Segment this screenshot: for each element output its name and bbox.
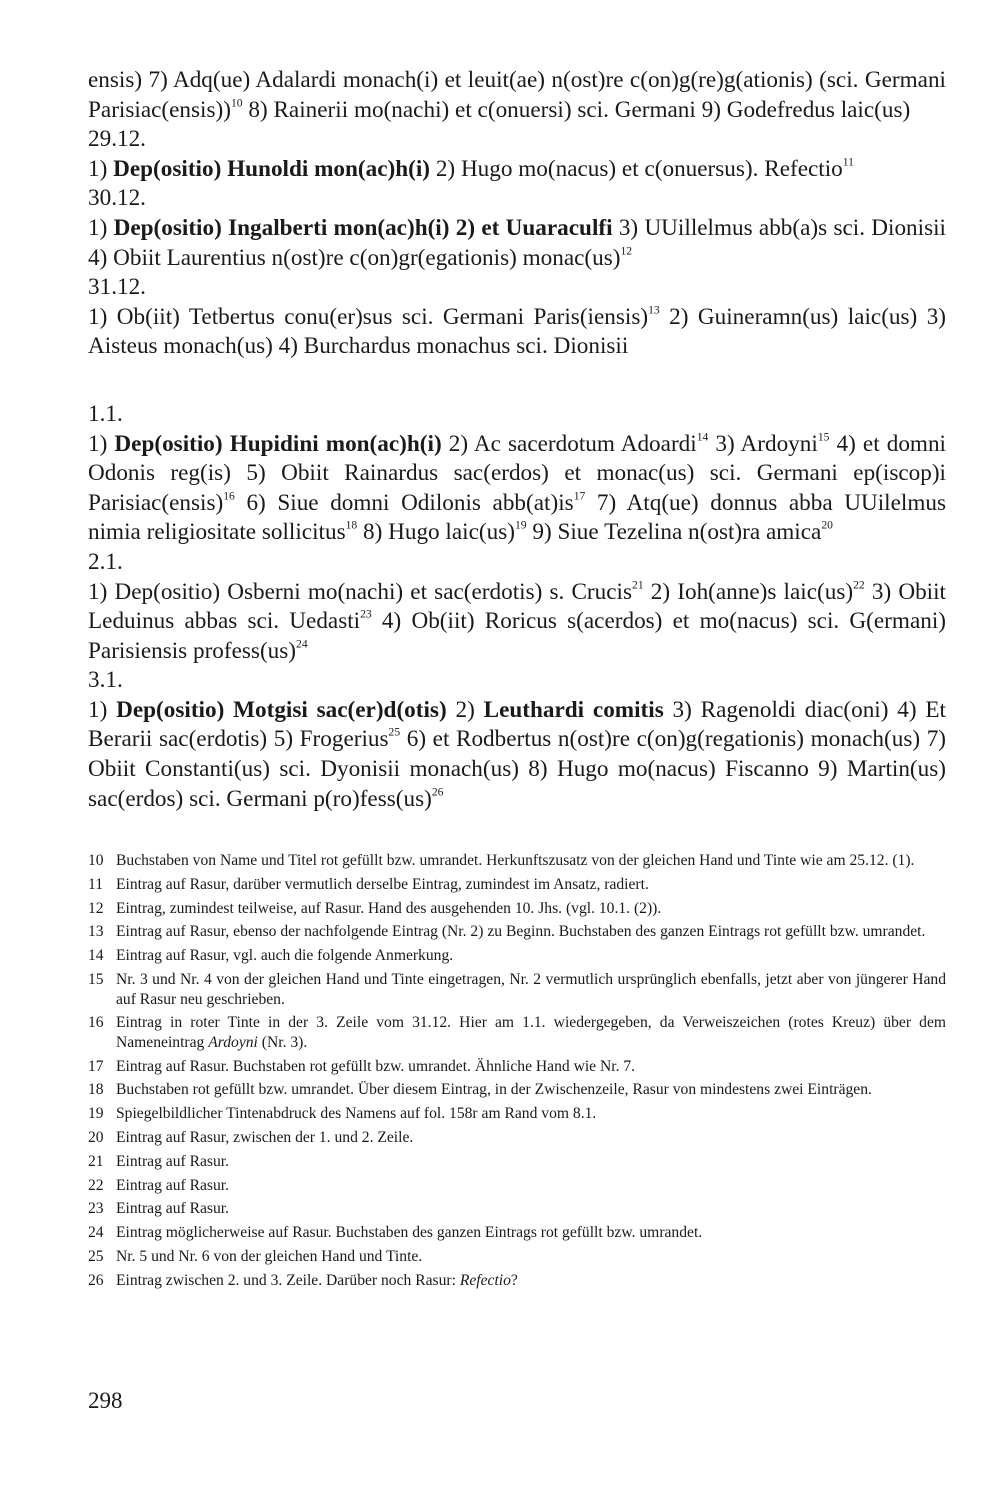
footnote — [88, 1176, 946, 1196]
footnote-text — [116, 1104, 946, 1124]
footnote-text — [116, 1199, 946, 1219]
footnote-text — [116, 946, 946, 966]
footnote-text — [116, 1057, 946, 1077]
text-segment: ensis) 7) Adq(ue) Adalardi monach(i) et leuit(ae) n(ost)re c(on)g(re)g(ationis) (sci. Germani Parisiac(ensis)) — [88, 67, 946, 123]
date-heading — [88, 184, 946, 214]
footnote-text — [116, 1128, 946, 1148]
footnote — [88, 1271, 946, 1291]
footnote — [88, 1057, 946, 1077]
text-segment: 31.12. — [88, 274, 146, 301]
footnote — [88, 1128, 946, 1148]
footnote — [88, 1104, 946, 1124]
text-segment: Nr. 5 und Nr. 6 von der gleichen Hand und Tinte. — [116, 1247, 423, 1265]
text-segment: 8) Hugo laic(us) — [357, 519, 515, 546]
footnote-ref: 18 — [345, 518, 358, 532]
footnote-number: 10 — [88, 852, 104, 869]
footnote-ref: 12 — [620, 244, 633, 258]
footnote-number: 19 — [88, 1105, 104, 1123]
footnote — [88, 875, 946, 895]
text-segment: 6) et Rodbertus n(ost)re c(on)g(regationis) monach(us) 7) Obiit Constanti(us) sci. Dyonisii monach(us) 8) Hugo mo(nacus) Fiscanno 9) Martin(us) sac(erdos) sci. Germani p(ro)fess(us) — [88, 726, 947, 812]
footnote-number: 24 — [88, 1224, 104, 1242]
footnote-ref: 21 — [632, 578, 644, 592]
date-heading — [88, 400, 946, 430]
text-segment: 3) Obiit Leduinus abbas sci. Uedasti — [88, 578, 946, 635]
footnote-ref: 17 — [573, 489, 586, 503]
text-segment: 30.12. — [88, 185, 146, 212]
footnote-ref: 15 — [817, 430, 830, 444]
footnote-number: 11 — [88, 875, 104, 893]
footnote-text — [116, 1271, 946, 1291]
text-segment: Spiegelbildlicher Tintenabdruck des Namens auf fol. 158r am Rand vom 8.1. — [116, 1105, 597, 1123]
text-segment: 3.1. — [88, 667, 123, 694]
text-segment: 2) Hugo mo(nacus) et c(onuersus). Refectio — [430, 155, 843, 182]
text-segment: Buchstaben von Name und Titel rot gefüllt bzw. umrandet. Herkunftszusatz von der gleichen Hand und Tinte wie am 25.12. (1). — [116, 852, 915, 869]
text-segment: 1) — [88, 155, 114, 182]
text-segment: Eintrag auf Rasur. — [116, 1200, 230, 1218]
text-segment: Eintrag auf Rasur. — [116, 1176, 230, 1194]
bold-text: Dep(ositio) Hunoldi mon(ac)h(i) — [113, 155, 431, 182]
entry-paragraph — [88, 155, 946, 185]
footnote — [88, 1013, 946, 1052]
footnote — [88, 922, 946, 942]
text-segment: Eintrag zwischen 2. und 3. Zeile. Darüber noch Rasur: — [116, 1271, 460, 1289]
text-segment: 9) Siue Tezelina n(ost)ra amica — [526, 519, 822, 546]
text-segment: Eintrag auf Rasur, darüber vermutlich derselbe Eintrag, zumindest im Ansatz, radiert. — [116, 875, 649, 893]
text-segment: Buchstaben rot gefüllt bzw. umrandet. Über diesem Eintrag, in der Zwischenzeile, Rasur von mindestens zwei Einträgen. — [116, 1081, 872, 1099]
date-heading — [88, 273, 946, 303]
footnote-text — [116, 899, 946, 919]
footnote-number: 12 — [88, 899, 104, 917]
footnote-number: 15 — [88, 970, 104, 988]
page-number: 298 — [88, 1388, 123, 1413]
italic-text: Ardoyni — [208, 1033, 258, 1051]
footnote — [88, 1199, 946, 1219]
text-segment: Eintrag auf Rasur. — [116, 1152, 230, 1170]
text-segment: Eintrag in roter Tinte in der 3. Zeile vom 31.12. Hier am 1.1. wiedergegeben, da Verweiszeichen (rotes Kreuz) über dem Nameneintrag — [116, 1014, 946, 1051]
text-segment: Eintrag auf Rasur, ebenso der nachfolgende Eintrag (Nr. 2) zu Beginn. Buchstaben des ganzen Eintrags rot gefüllt bzw. umrandet. — [116, 923, 926, 941]
entry-paragraph — [88, 696, 946, 814]
footnote-ref: 11 — [842, 155, 854, 169]
text-segment: 6) Siue domni Odilonis abb(at)is — [234, 489, 574, 516]
main-text — [88, 66, 946, 814]
italic-text: Refectio — [459, 1271, 511, 1289]
footnote-number: 21 — [88, 1152, 104, 1170]
footnote-text — [116, 1176, 946, 1196]
text-segment: 3) Ragenoldi diac(oni) 4) Et Berarii sac(erdotis) 5) Frogerius — [88, 696, 946, 753]
text-segment: 2.1. — [88, 548, 123, 575]
footnote-text — [116, 1013, 946, 1052]
text-segment: 1) — [88, 696, 117, 723]
text-segment: Eintrag auf Rasur, zwischen der 1. und 2. Zeile. — [116, 1129, 414, 1146]
text-segment: 2) Guineramn(us) laic(us) 3) Aisteus monach(us) 4) Burchardus monachus sci. Dionisii — [88, 303, 947, 360]
date-heading — [88, 125, 946, 155]
footnote-number: 14 — [88, 947, 104, 965]
bold-text: Dep(ositio) Ingalberti mon(ac)h(i) 2) et Uuaraculfi — [113, 214, 613, 241]
text-segment: ? — [510, 1271, 518, 1289]
footnote — [88, 851, 946, 871]
footnote-ref: 22 — [853, 578, 865, 592]
text-segment: Eintrag, zumindest teilweise, auf Rasur. Hand des ausgehenden 10. Jhs. (vgl. 10.1. (2)). — [116, 899, 662, 917]
text-segment: 2) Ioh(anne)s laic(us) — [643, 578, 854, 605]
footnote-ref: 26 — [431, 785, 444, 799]
section-gap — [88, 362, 946, 400]
footnote-ref: 20 — [821, 518, 833, 532]
text-segment: 1) Ob(iit) Tetbertus conu(er)sus sci. Germani Paris(iensis) — [88, 303, 649, 330]
text-segment: 3) UUillelmus abb(a)s sci. Dionisii 4) Obiit Laurentius n(ost)re c(on)gr(egationis) monac(us) — [88, 214, 946, 271]
text-segment: 4) Ob(iit) Roricus s(acerdos) et mo(nacus) sci. G(ermani) Parisiensis profess(us) — [88, 608, 946, 664]
text-segment: (Nr. 3). — [257, 1033, 308, 1051]
text-segment: 1) — [88, 214, 114, 241]
text-segment: 7) Atq(ue) donnus abba UUilelmus nimia religiositate sollicitus — [88, 489, 946, 546]
date-heading — [88, 666, 946, 696]
footnote-number: 23 — [88, 1200, 104, 1218]
date-heading — [88, 548, 946, 578]
footnote-number: 22 — [88, 1176, 104, 1194]
footnote-ref: 25 — [388, 726, 401, 740]
bold-text: Dep(ositio) Hupidini mon(ac)h(i) — [114, 430, 442, 457]
footnote-number: 18 — [88, 1081, 104, 1099]
footnote — [88, 946, 946, 966]
text-segment: Nr. 3 und Nr. 4 von der gleichen Hand und Tinte eingetragen, Nr. 2 vermutlich ursprünglich ebenfalls, jetzt aber von jüngerer Hand auf Rasur neu geschrieben. — [116, 970, 946, 1008]
footnote-text — [116, 970, 946, 1009]
text-segment: 1) Dep(ositio) Osberni mo(nachi) et sac(erdotis) s. Crucis — [88, 578, 633, 605]
footnote-text — [116, 1223, 946, 1243]
footnote — [88, 1080, 946, 1100]
footnote-ref: 16 — [223, 489, 235, 503]
footnote-number: 20 — [88, 1129, 104, 1146]
footnote-number: 17 — [88, 1057, 104, 1075]
footnote — [88, 899, 946, 919]
footnote — [88, 1152, 946, 1172]
footnote-text — [116, 922, 946, 942]
text-segment: 8) Rainerii mo(nachi) et c(onuersi) sci. Germani 9) Godefredus laic(us) — [242, 96, 911, 123]
text-segment: Eintrag auf Rasur, vgl. auch die folgende Anmerkung. — [116, 947, 454, 965]
text-segment: 1.1. — [88, 400, 123, 427]
footnote-number: 16 — [88, 1014, 104, 1032]
entry-paragraph — [88, 578, 946, 667]
footnote-ref: 13 — [648, 303, 660, 317]
footnote-ref: 23 — [360, 607, 372, 621]
footnote — [88, 970, 946, 1009]
text-segment: 4) et domni Odonis reg(is) 5) Obiit Rainardus sac(erdos) et monac(us) sci. Germani ep(iscop)i Parisiac(ensis) — [88, 430, 946, 516]
text-segment: Eintrag auf Rasur. Buchstaben rot gefüllt bzw. umrandet. Ähnliche Hand wie Nr. 7. — [116, 1057, 636, 1075]
footnote-ref: 14 — [696, 430, 709, 444]
entry-paragraph — [88, 66, 946, 125]
footnote-number: 13 — [88, 923, 104, 941]
entry-paragraph — [88, 303, 946, 362]
footnote-ref: 10 — [230, 96, 243, 110]
footnote-text — [116, 1080, 946, 1100]
entry-paragraph — [88, 430, 946, 548]
text-segment: 3) Ardoyni — [708, 430, 818, 457]
footnote-text — [116, 875, 946, 895]
text-segment: Eintrag möglicherweise auf Rasur. Buchstaben des ganzen Eintrags rot gefüllt bzw. umrandet. — [116, 1224, 703, 1242]
necrology-entries — [88, 66, 946, 814]
footnote-number: 25 — [88, 1247, 104, 1265]
footnote-ref: 19 — [514, 518, 527, 532]
bold-text: Dep(ositio) Motgisi sac(er)d(otis) — [116, 696, 447, 723]
footnote-text — [116, 851, 946, 871]
text-segment: 1) — [88, 430, 115, 457]
entry-paragraph — [88, 214, 946, 273]
footnote — [88, 1223, 946, 1243]
footnote-text — [116, 1247, 946, 1267]
footnote-number: 26 — [88, 1271, 104, 1289]
text-segment: 2) Ac sacerdotum Adoardi — [441, 430, 697, 457]
text-segment: 2) — [446, 696, 484, 723]
footnote-text — [116, 1152, 946, 1172]
text-segment: 29.12. — [88, 126, 146, 153]
footnotes — [88, 851, 946, 1294]
footnote — [88, 1247, 946, 1267]
footnote-ref: 24 — [296, 637, 308, 651]
bold-text: Leuthardi comitis — [483, 696, 664, 723]
